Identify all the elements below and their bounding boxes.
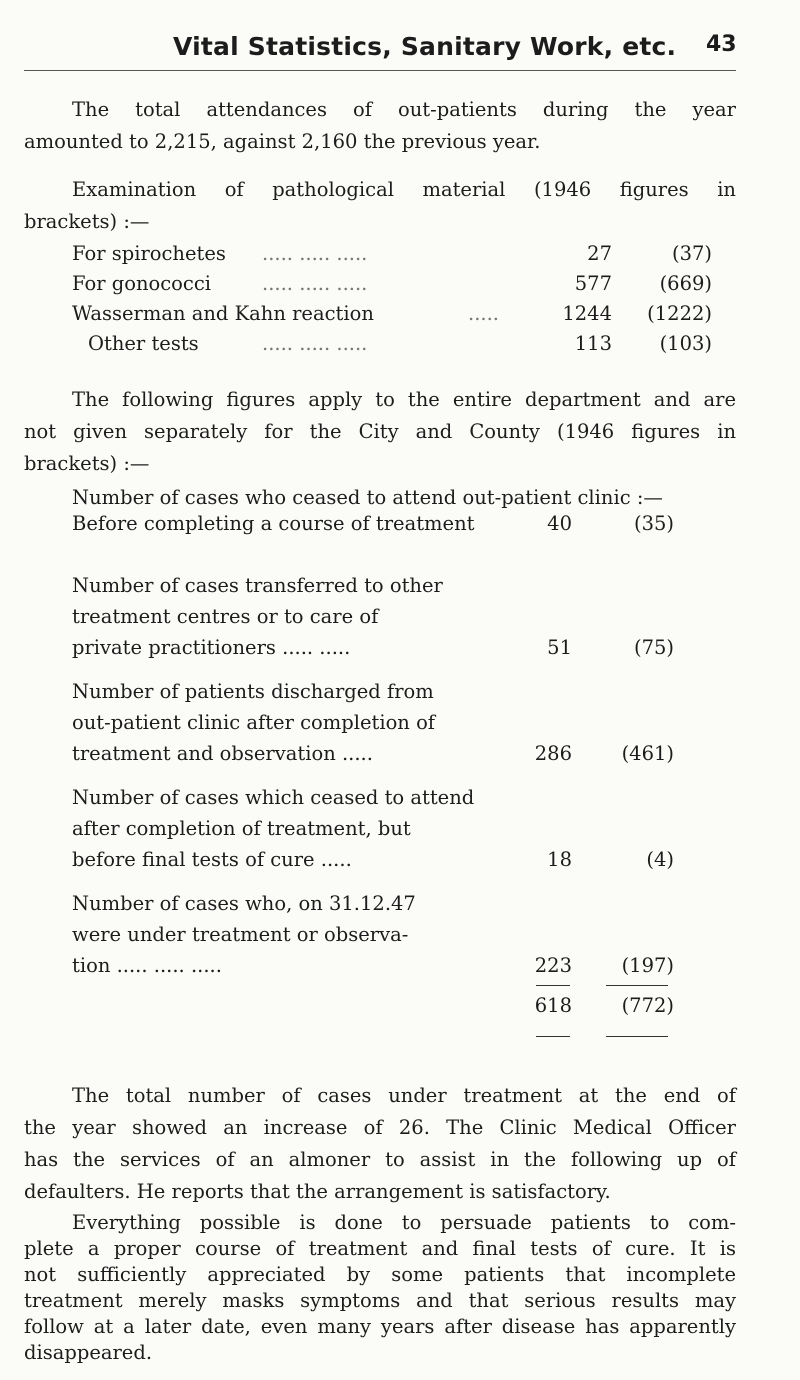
case-label-line: before final tests of cure .....: [72, 848, 352, 871]
total-rule: [536, 1036, 570, 1037]
leader-dots: ..... ..... .....: [262, 272, 368, 295]
paragraph-examination: [24, 174, 736, 238]
case-label-line: Number of cases transferred to other: [72, 574, 443, 597]
row-previous-value: (103): [659, 332, 712, 355]
case-label-line: after completion of treatment, but: [72, 817, 411, 840]
case-entry: [72, 888, 752, 981]
leader-dots: ..... ..... .....: [262, 332, 368, 355]
total-value: 618: [534, 994, 572, 1017]
case-previous-value: (461): [621, 742, 674, 765]
row-label: Other tests: [88, 332, 199, 355]
case-value: 18: [547, 848, 572, 871]
text-line: has the services of an almoner to assist in the following up of: [24, 1148, 736, 1171]
case-label-line: Before completing a course of treatment: [72, 512, 475, 535]
case-label-line: Number of cases who, on 31.12.47: [72, 892, 416, 915]
text-line: follow at a later date, even many years after disease has apparently: [24, 1315, 736, 1338]
table-row: [72, 332, 722, 362]
leader-dots: .....: [468, 302, 499, 325]
row-value: 27: [587, 242, 612, 265]
text-line: not sufficiently appreciated by some patients that incomplete: [24, 1263, 736, 1286]
row-value: 577: [574, 272, 612, 295]
case-value: 286: [534, 742, 572, 765]
text-line: plete a proper course of treatment and final tests of cure. It is: [24, 1237, 736, 1260]
case-entry: [72, 676, 752, 769]
row-value: 1244: [562, 302, 612, 325]
row-previous-value: (669): [659, 272, 712, 295]
row-value: 113: [574, 332, 612, 355]
total-previous-value: (772): [621, 994, 674, 1017]
text-line: Number of cases who ceased to attend out-patient clinic :—: [72, 486, 663, 509]
case-label-line: private practitioners ..... .....: [72, 636, 351, 659]
header-rule: [24, 70, 736, 71]
text-line: Everything possible is done to persuade patients to com-: [72, 1211, 736, 1234]
page-number: 43: [706, 32, 737, 57]
case-previous-value: (75): [633, 636, 674, 659]
case-label-line: Number of cases which ceased to attend: [72, 786, 475, 809]
page-header: [0, 4, 800, 64]
case-label-line: out-patient clinic after completion of: [72, 711, 436, 734]
text-line: the year showed an increase of 26. The Clinic Medical Officer: [24, 1116, 736, 1139]
case-label-line: treatment centres or to care of: [72, 605, 379, 628]
case-label-line: tion ..... ..... .....: [72, 954, 222, 977]
text-line: brackets) :—: [24, 210, 150, 233]
row-label: For spirochetes: [72, 242, 226, 265]
case-previous-value: (4): [646, 848, 674, 871]
paragraph-everything-possible: [24, 1210, 736, 1366]
row-previous-value: (1222): [647, 302, 712, 325]
text-line: Examination of pathological material (1946 figures in: [72, 178, 736, 201]
text-line: defaulters. He reports that the arrangement is satisfactory.: [24, 1180, 611, 1203]
case-value: 223: [534, 954, 572, 977]
text-line: The total attendances of out-patients during the year: [72, 98, 736, 121]
text-line: brackets) :—: [24, 452, 150, 475]
case-entry: [72, 508, 752, 539]
text-line: not given separately for the City and County (1946 figures in: [24, 420, 736, 443]
case-entry: [72, 570, 752, 663]
case-entry: [72, 782, 752, 875]
table-row: [72, 272, 722, 302]
text-line: amounted to 2,215, against 2,160 the previous year.: [24, 130, 541, 153]
text-line: treatment merely masks symptoms and that serious results may: [24, 1289, 736, 1312]
paragraph-attendances: [24, 94, 736, 158]
table-row: [72, 302, 722, 332]
paragraph-figures: [24, 384, 736, 480]
total-rule: [606, 1036, 668, 1037]
leader-dots: ..... ..... .....: [262, 242, 368, 265]
row-label: For gonococci: [72, 272, 211, 295]
row-previous-value: (37): [671, 242, 712, 265]
case-label-line: Number of patients discharged from: [72, 680, 434, 703]
text-line: disappeared.: [24, 1341, 153, 1364]
paragraph-total-cases: [24, 1080, 736, 1208]
running-title: Vital Statistics, Sanitary Work, etc.: [173, 32, 677, 61]
case-value: 51: [547, 636, 572, 659]
case-previous-value: (35): [633, 512, 674, 535]
case-previous-value: (197): [621, 954, 674, 977]
text-line: The following figures apply to the entire department and are: [72, 388, 736, 411]
row-label: Wasserman and Kahn reaction: [72, 302, 374, 325]
case-label-line: treatment and observation .....: [72, 742, 373, 765]
case-label-line: were under treatment or observa-: [72, 923, 409, 946]
table-row: [72, 242, 722, 272]
text-line: The total number of cases under treatment at the end of: [72, 1084, 736, 1107]
total-rule: [606, 985, 668, 986]
total-rule: [536, 985, 570, 986]
case-value: 40: [547, 512, 572, 535]
